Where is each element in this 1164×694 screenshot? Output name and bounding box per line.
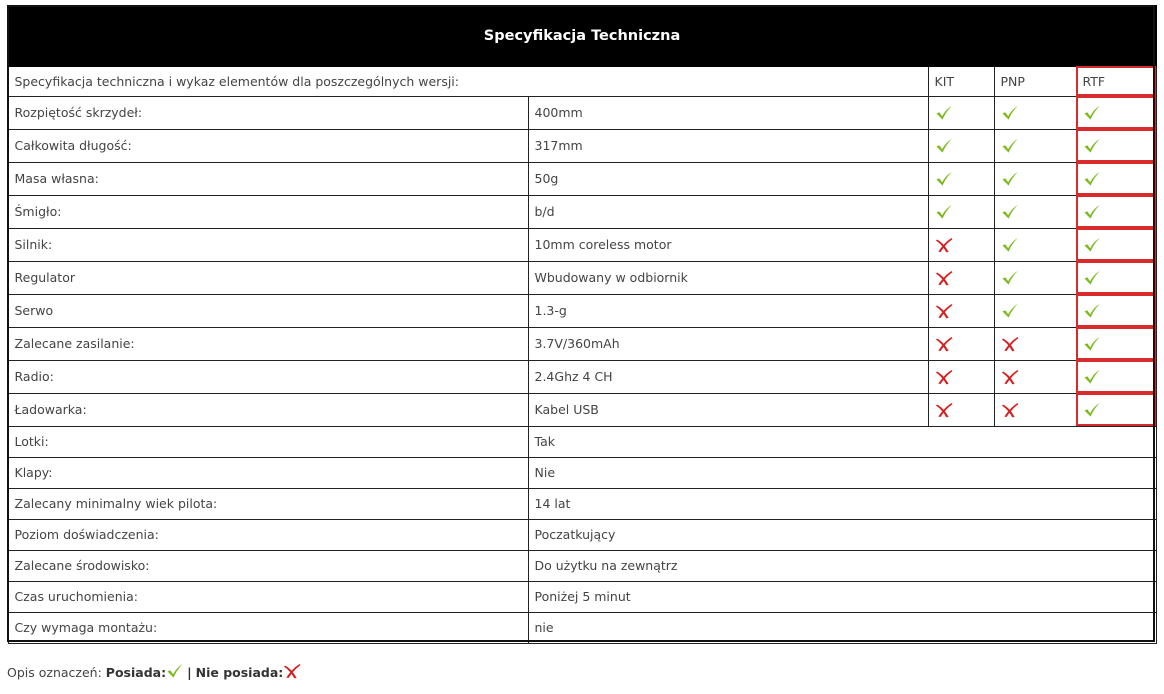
- legend-prefix: Opis oznaczeń:: [7, 665, 102, 680]
- cell-rtf: [1076, 327, 1156, 360]
- cross-icon: [935, 270, 953, 286]
- cell-pnp: [994, 261, 1076, 294]
- table-row: [8, 294, 1156, 327]
- table-row: [8, 327, 1156, 360]
- checkmark-icon: [1001, 204, 1019, 220]
- spec-value: Kabel USB: [528, 393, 928, 426]
- cell-pnp: [994, 162, 1076, 195]
- cross-icon: [935, 237, 953, 253]
- table-row: [8, 129, 1156, 162]
- table-row: [8, 162, 1156, 195]
- cell-pnp: [994, 96, 1076, 129]
- cell-pnp: [994, 294, 1076, 327]
- checkmark-icon: [935, 138, 953, 154]
- spec-label: Serwo: [8, 294, 528, 327]
- checkmark-icon: [1083, 270, 1101, 286]
- info-value: Poniżej 5 minut: [528, 581, 1156, 612]
- spec-label: Rozpiętość skrzydeł:: [8, 96, 528, 129]
- legend-has-not-label: Nie posiada:: [195, 665, 284, 680]
- table-row: [8, 457, 1156, 488]
- spec-label: Radio:: [8, 360, 528, 393]
- cell-kit: [928, 294, 994, 327]
- cell-kit: [928, 261, 994, 294]
- version-header-row: [8, 66, 1156, 96]
- cell-rtf: [1076, 195, 1156, 228]
- legend-has-label: Posiada:: [105, 665, 167, 680]
- spec-table: [7, 5, 1157, 644]
- spec-label: Zalecane zasilanie:: [8, 327, 528, 360]
- checkmark-icon: [1083, 138, 1101, 154]
- cell-pnp: [994, 195, 1076, 228]
- cell-kit: [928, 228, 994, 261]
- cell-kit: [928, 360, 994, 393]
- table-row: [8, 360, 1156, 393]
- spec-value: 10mm coreless motor: [528, 228, 928, 261]
- table-row: [8, 581, 1156, 612]
- cell-pnp: [994, 228, 1076, 261]
- table-row: [8, 228, 1156, 261]
- checkmark-icon: [1083, 336, 1101, 352]
- spec-value: 3.7V/360mAh: [528, 327, 928, 360]
- checkmark-icon: [1001, 270, 1019, 286]
- info-label: Czas uruchomienia:: [8, 581, 528, 612]
- info-label: Lotki:: [8, 426, 528, 457]
- cross-icon: [935, 336, 953, 352]
- cell-kit: [928, 129, 994, 162]
- info-value: nie: [528, 612, 1156, 643]
- info-label: Klapy:: [8, 457, 528, 488]
- cross-icon: [283, 663, 300, 679]
- cell-kit: [928, 96, 994, 129]
- cell-kit: [928, 327, 994, 360]
- intro-text: Specyfikacja techniczna i wykaz elementów dla poszczególnych wersji:: [8, 66, 928, 96]
- checkmark-icon: [1001, 303, 1019, 319]
- legend: [7, 663, 300, 680]
- checkmark-icon: [1083, 237, 1101, 253]
- spec-label: Silnik:: [8, 228, 528, 261]
- cross-icon: [935, 369, 953, 385]
- checkmark-icon: [1083, 402, 1101, 418]
- cross-icon: [1001, 402, 1019, 418]
- spec-label: Regulator: [8, 261, 528, 294]
- checkmark-icon: [935, 171, 953, 187]
- spec-value: Wbudowany w odbiornik: [528, 261, 928, 294]
- cell-rtf: [1076, 360, 1156, 393]
- cell-kit: [928, 195, 994, 228]
- checkmark-icon: [1001, 138, 1019, 154]
- cell-rtf: [1076, 162, 1156, 195]
- checkmark-icon: [935, 105, 953, 121]
- spec-label: Ładowarka:: [8, 393, 528, 426]
- cell-kit: [928, 162, 994, 195]
- checkmark-icon: [1001, 237, 1019, 253]
- spec-label: Śmigło:: [8, 195, 528, 228]
- cell-rtf: [1076, 228, 1156, 261]
- checkmark-icon: [1083, 204, 1101, 220]
- info-value: 14 lat: [528, 488, 1156, 519]
- cell-pnp: [994, 327, 1076, 360]
- checkmark-icon: [1001, 105, 1019, 121]
- info-value: Poczatkujący: [528, 519, 1156, 550]
- info-label: Zalecany minimalny wiek pilota:: [8, 488, 528, 519]
- cross-icon: [1001, 369, 1019, 385]
- info-label: Zalecane środowisko:: [8, 550, 528, 581]
- table-row: [8, 261, 1156, 294]
- spec-value: 50g: [528, 162, 928, 195]
- table-row: [8, 426, 1156, 457]
- spec-value: 2.4Ghz 4 CH: [528, 360, 928, 393]
- spec-label: Całkowita długość:: [8, 129, 528, 162]
- table-row: [8, 612, 1156, 643]
- checkmark-icon: [166, 663, 183, 679]
- table-row: [8, 519, 1156, 550]
- info-label: Czy wymaga montażu:: [8, 612, 528, 643]
- table-row: [8, 195, 1156, 228]
- cell-pnp: [994, 360, 1076, 393]
- column-rtf: RTF: [1076, 66, 1156, 96]
- legend-separator: |: [187, 665, 192, 680]
- cell-rtf: [1076, 393, 1156, 426]
- spec-value: 400mm: [528, 96, 928, 129]
- table-row: [8, 393, 1156, 426]
- checkmark-icon: [1083, 369, 1101, 385]
- cell-rtf: [1076, 294, 1156, 327]
- table-row: [8, 488, 1156, 519]
- column-kit: KIT: [928, 66, 994, 96]
- info-value: Tak: [528, 426, 1156, 457]
- cell-pnp: [994, 393, 1076, 426]
- spec-value: 317mm: [528, 129, 928, 162]
- page-title: Specyfikacja Techniczna: [8, 6, 1156, 66]
- checkmark-icon: [1083, 171, 1101, 187]
- checkmark-icon: [1001, 171, 1019, 187]
- cell-kit: [928, 393, 994, 426]
- spec-container: [7, 5, 1155, 644]
- cell-pnp: [994, 129, 1076, 162]
- spec-value: 1.3-g: [528, 294, 928, 327]
- checkmark-icon: [935, 204, 953, 220]
- spec-label: Masa własna:: [8, 162, 528, 195]
- cross-icon: [1001, 336, 1019, 352]
- checkmark-icon: [1083, 105, 1101, 121]
- spec-value: b/d: [528, 195, 928, 228]
- cross-icon: [935, 402, 953, 418]
- info-value: Do użytku na zewnątrz: [528, 550, 1156, 581]
- column-pnp: PNP: [994, 66, 1076, 96]
- cross-icon: [935, 303, 953, 319]
- info-label: Poziom doświadczenia:: [8, 519, 528, 550]
- info-value: Nie: [528, 457, 1156, 488]
- cell-rtf: [1076, 96, 1156, 129]
- cell-rtf: [1076, 129, 1156, 162]
- table-row: [8, 550, 1156, 581]
- cell-rtf: [1076, 261, 1156, 294]
- checkmark-icon: [1083, 303, 1101, 319]
- table-row: [8, 96, 1156, 129]
- table-header-row: [8, 6, 1156, 66]
